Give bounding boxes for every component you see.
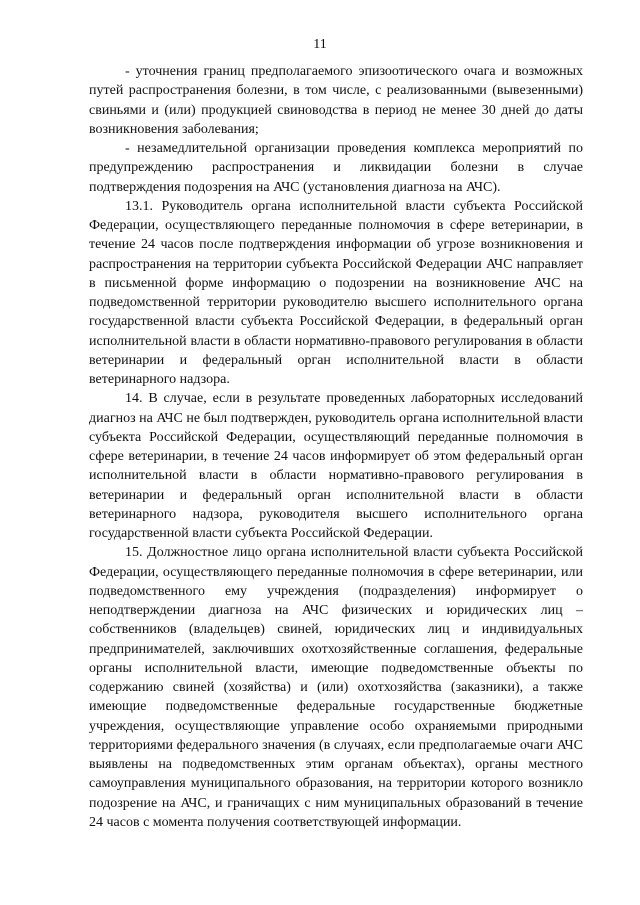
page-number: 11 <box>313 37 327 52</box>
document-body <box>89 62 583 832</box>
paragraph-13-1: 13.1. Руководитель органа исполнительной власти субъекта Российской Федерации, осуществляющего переданные полномочия в сфере ветеринарии, в течение 24 часов после подтверждения информации об угрозе возникновения и распространения на территории субъекта Российской Федерации АЧС направляет в письменной форме информацию о подозрении на возникновение АЧС на подведомственной территории руководителю высшего исполнительного органа государственной власти субъекта Российской Федерации, в федеральный орган исполнительной власти в области нормативно-правового регулирования в области ветеринарии и федеральный орган исполнительной власти в области ветеринарного надзора. <box>89 198 583 387</box>
paragraph-immediate-measures: - незамедлительной организации проведения комплекса мероприятий по предупреждению распространения и ликвидации болезни в случае подтверждения подозрения на АЧС (установления диагноза на АЧС). <box>89 141 583 195</box>
paragraph-14: 14. В случае, если в результате проведенных лабораторных исследований диагноз на АЧС не был подтвержден, руководитель органа исполнительной власти субъекта Российской Федерации, осуществляющий переданные полномочия в сфере ветеринарии, в течение 24 часов информирует об этом федеральный орган исполнительной власти в области нормативно-правового регулирования в ветеринарии и федеральный орган исполнительной власти в области ветеринарного надзора, руководителя высшего исполнительного органа государственной власти субъекта Российской Федерации. <box>89 391 583 541</box>
paragraph-15: 15. Должностное лицо органа исполнительной власти субъекта Российской Федерации, осуществляющего переданные полномочия в сфере ветеринарии, или подведомственного ему учреждения (подразделения) информирует о неподтверждении диагноза на АЧС физических и юридических лиц – собственников (владельцев) свиней, юридических лиц и индивидуальных предпринимателей, заключивших охотхозяйственные соглашения, федеральные органы исполнительной власти, имеющие подведомственные объекты по содержанию свиней (хозяйства) и (или) охотхозяйства (заказники), а также имеющие подведомственные федеральные государственные бюджетные учреждения, осуществляющие управление особо охраняемыми природными территориями федерального значения (в случаях, если предполагаемые очаги АЧС выявлены на подведомственных этим органам объектах), органы местного самоуправления муниципального образования, на территории которого возникло подозрение на АЧС, и граничащих с ним муниципальных образований в течение 24 часов с момента получения соответствующей информации. <box>89 545 583 830</box>
paragraph-clarify-boundaries: - уточнения границ предполагаемого эпизоотического очага и возможных путей распространения болезни, в том числе, с реализованными (вывезенными) свиньями и (или) продукцией свиноводства в период не менее 30 дней до даты возникновения заболевания; <box>89 64 583 137</box>
